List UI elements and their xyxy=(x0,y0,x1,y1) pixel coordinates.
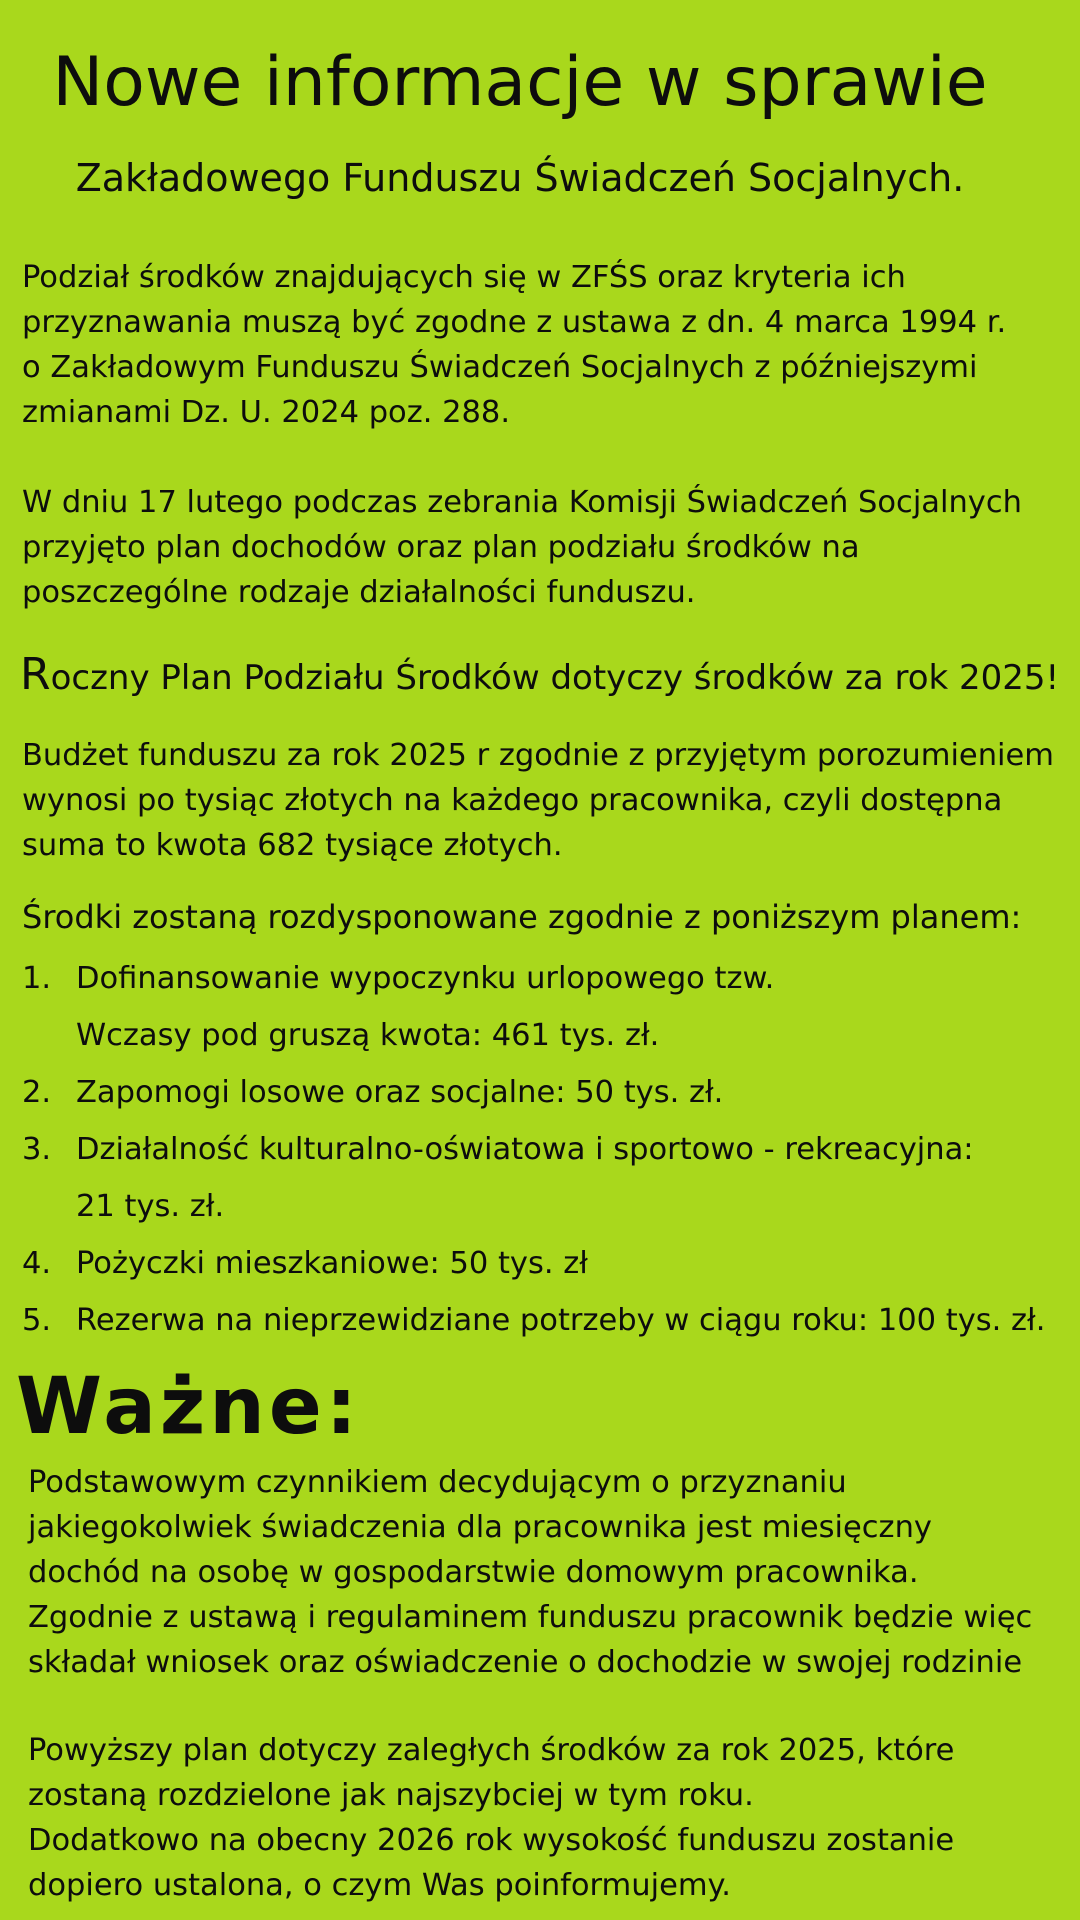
important-line: składał wniosek oraz oświadczenie o dochodzie w swojej rodzinie xyxy=(28,1645,1023,1680)
plan-item xyxy=(22,1121,1077,1235)
plan-item-text: Dofinansowanie wypoczynku urlopowego tzw. xyxy=(76,961,775,996)
plan-list xyxy=(22,950,1077,1349)
plan-heading xyxy=(20,650,1075,703)
intro-line: przyznawania muszą być zgodne z ustawa z dn. 4 marca 1994 r. xyxy=(22,305,1007,340)
intro-line: o Zakładowym Funduszu Świadczeń Socjalnych z późniejszymi xyxy=(22,350,978,385)
plan-item-text: Rezerwa na nieprzewidziane potrzeby w ciągu roku: 100 tys. zł. xyxy=(76,1303,1046,1338)
important-line: Dodatkowo na obecny 2026 rok wysokość funduszu zostanie xyxy=(28,1823,955,1858)
plan-heading-initial: R xyxy=(20,649,51,700)
plan-item-text: Pożyczki mieszkaniowe: 50 tys. zł xyxy=(76,1246,588,1281)
page-title: Nowe informacje w sprawie xyxy=(52,43,988,122)
plan-item-number: 4. xyxy=(22,1246,52,1281)
plan-item xyxy=(22,1235,1077,1292)
plan-item-text: Działalność kulturalno-oświatowa i sportowo - rekreacyjna: xyxy=(76,1132,974,1167)
plan-item xyxy=(22,1064,1077,1121)
meeting-paragraph xyxy=(22,480,1072,615)
important-paragraph-plan xyxy=(28,1728,1078,1908)
plan-item xyxy=(22,950,1077,1064)
page-subtitle: Zakładowego Funduszu Świadczeń Socjalnych. xyxy=(75,156,965,200)
meeting-line: poszczególne rodzaje działalności funduszu. xyxy=(22,575,696,610)
important-heading: Ważne: xyxy=(16,1362,361,1452)
important-line: Podstawowym czynnikiem decydującym o przyznaniu xyxy=(28,1465,847,1500)
important-line: dochód na osobę w gospodarstwie domowym pracownika. xyxy=(28,1555,919,1590)
important-line: dopiero ustalona, o czym Was poinformujemy. xyxy=(28,1868,731,1903)
plan-item-number: 2. xyxy=(22,1075,52,1110)
intro-line: Podział środków znajdujących się w ZFŚS oraz kryteria ich xyxy=(22,260,906,295)
plan-item xyxy=(22,1292,1077,1349)
important-line: Powyższy plan dotyczy zaległych środków za rok 2025, które xyxy=(28,1733,955,1768)
budget-line: Budżet funduszu za rok 2025 r zgodnie z przyjętym porozumieniem xyxy=(22,738,1054,773)
plan-item-number: 5. xyxy=(22,1303,52,1338)
budget-paragraph xyxy=(22,733,1072,868)
distribution-intro: Środki zostaną rozdysponowane zgodnie z poniższym planem: xyxy=(22,898,1022,936)
important-line: Zgodnie z ustawą i regulaminem funduszu pracownik będzie więc xyxy=(28,1600,1033,1635)
plan-item-text: 21 tys. zł. xyxy=(76,1189,225,1224)
important-line: zostaną rozdzielone jak najszybciej w tym roku. xyxy=(28,1778,754,1813)
plan-heading-text: oczny Plan Podziału Środków dotyczy środków za rok 2025! xyxy=(50,658,1060,698)
intro-line: zmianami Dz. U. 2024 poz. 288. xyxy=(22,395,511,430)
important-paragraph-income xyxy=(28,1460,1078,1685)
plan-item-number: 1. xyxy=(22,961,52,996)
plan-item-text: Wczasy pod gruszą kwota: 461 tys. zł. xyxy=(76,1018,660,1053)
meeting-line: W dniu 17 lutego podczas zebrania Komisji Świadczeń Socjalnych xyxy=(22,485,1022,520)
meeting-line: przyjęto plan dochodów oraz plan podziału środków na xyxy=(22,530,860,565)
budget-line: wynosi po tysiąc złotych na każdego pracownika, czyli dostępna xyxy=(22,783,1003,818)
plan-item-text: Zapomogi losowe oraz socjalne: 50 tys. zł. xyxy=(76,1075,724,1110)
important-line: jakiegokolwiek świadczenia dla pracownika jest miesięczny xyxy=(28,1510,932,1545)
intro-paragraph xyxy=(22,255,1072,435)
plan-item-number: 3. xyxy=(22,1132,52,1167)
budget-line: suma to kwota 682 tysiące złotych. xyxy=(22,828,563,863)
